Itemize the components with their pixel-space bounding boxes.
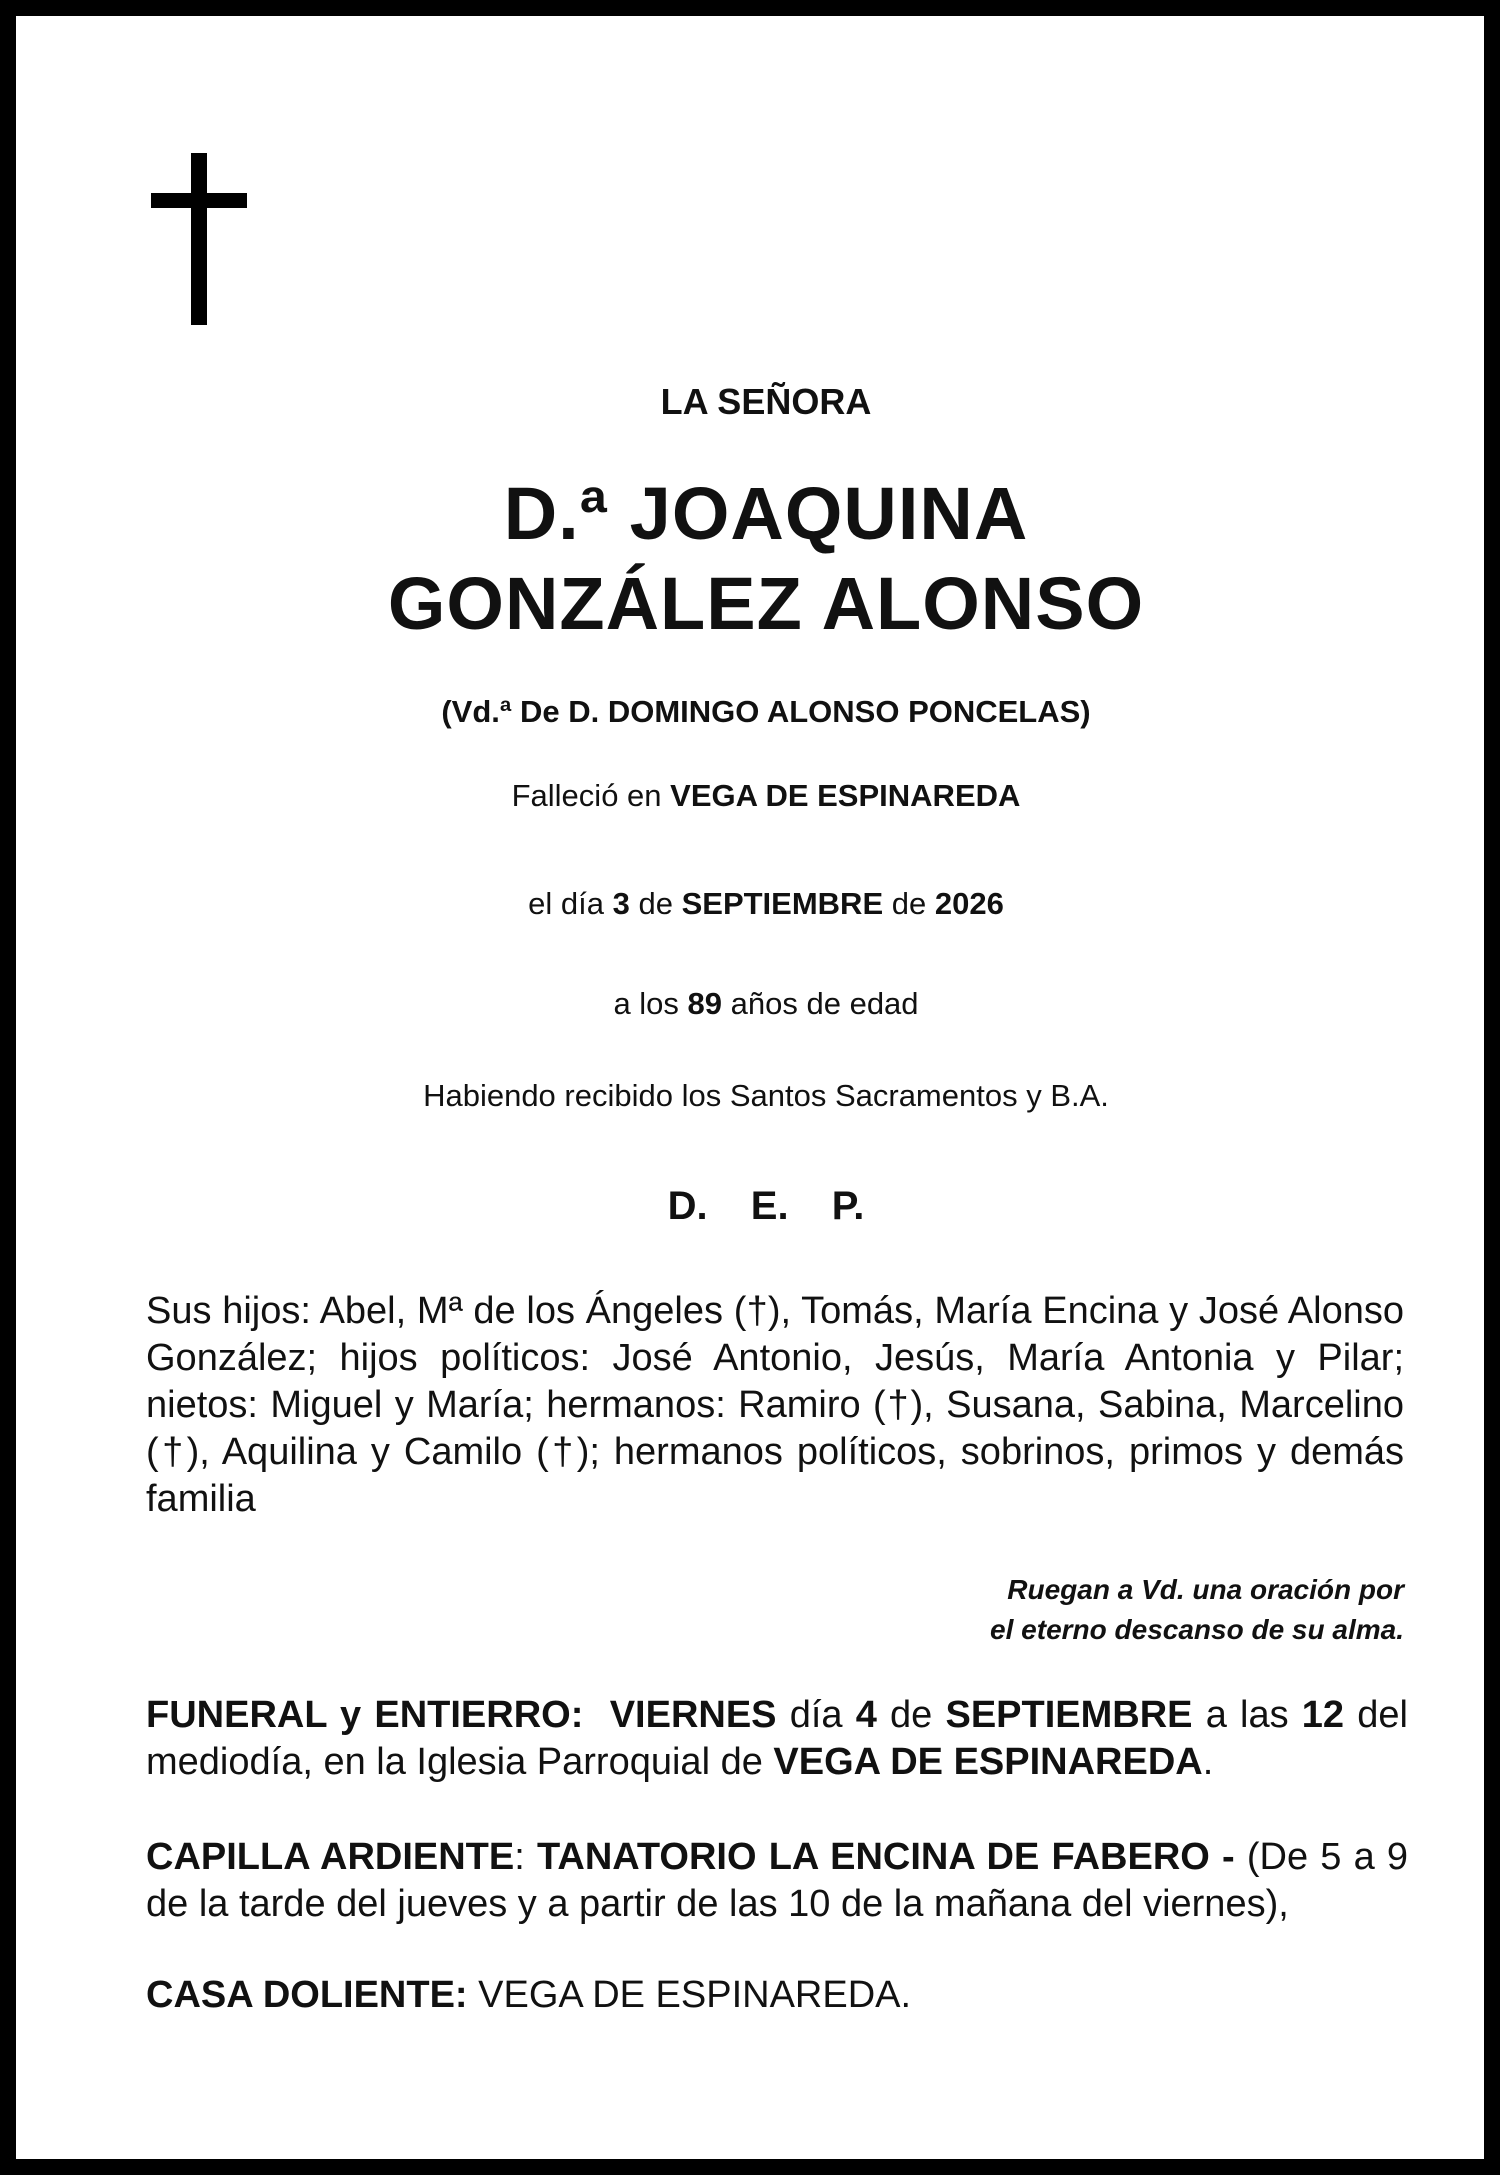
- death-place: VEGA DE ESPINAREDA: [670, 778, 1021, 813]
- dep-line: D. E. P.: [667, 1184, 865, 1228]
- chapel-place: TANATORIO LA ENCINA DE FABERO -: [536, 1836, 1235, 1878]
- age-value: 89: [687, 986, 723, 1021]
- death-month: SEPTIEMBRE: [681, 886, 884, 921]
- death-year: 2026: [934, 886, 1004, 921]
- death-date-line: el día 3 de SEPTIEMBRE de 2026: [528, 886, 1004, 921]
- death-day: 3: [612, 886, 630, 921]
- widow-of: (Vd.ª De D. DOMINGO ALONSO PONCELAS): [441, 694, 1091, 729]
- funeral-place: VEGA DE ESPINAREDA: [773, 1741, 1203, 1783]
- funeral-paragraph: FUNERAL y ENTIERRO: VIERNES día 4 de SEPTIEMBRE a las 12 del mediodía, en la Iglesia Parroquial de VEGA DE ESPINAREDA.: [146, 1694, 1408, 1783]
- house-label: CASA DOLIENTE:: [146, 1974, 468, 2016]
- funeral-label: FUNERAL y ENTIERRO:: [146, 1694, 584, 1736]
- prayer-request: [716, 1570, 1404, 1650]
- chapel-label: CAPILLA ARDIENTE: [146, 1836, 515, 1878]
- sacraments-line: Habiendo recibido los Santos Sacramentos y B.A.: [423, 1078, 1109, 1113]
- family-paragraph: Sus hijos: Abel, Mª de los Ángeles (†), Tomás, María Encina y José Alonso González; hijos políticos: José Antonio, Jesús, María Antonia y Pilar; nietos: Miguel y María; hermanos: Ramiro (†), Susana, Sabina, Marcelino (†), Aquilina y Camilo (†); hermanos políticos, sobrinos, primos y demás familia: [146, 1290, 1404, 1520]
- death-place-line: Falleció en VEGA DE ESPINAREDA: [511, 778, 1021, 813]
- house-of-mourning: CASA DOLIENTE: VEGA DE ESPINAREDA.: [146, 1974, 912, 2016]
- title-label: LA SEÑORA: [660, 381, 872, 422]
- latin-cross-icon: [151, 153, 247, 325]
- prayer-line2: el eterno descanso de su alma.: [990, 1614, 1404, 1645]
- chapel-paragraph: CAPILLA ARDIENTE: TANATORIO LA ENCINA DE FABERO - (De 5 a 9 de la tarde del jueves y a partir de las 10 de la mañana del viernes),: [146, 1836, 1409, 1925]
- prayer-line1: Ruegan a Vd. una oración por: [1007, 1574, 1404, 1605]
- age-line: a los 89 años de edad: [613, 986, 919, 1021]
- deceased-name-line2: GONZÁLEZ ALONSO: [387, 562, 1145, 645]
- deceased-name-line1: D.ª JOAQUINA: [503, 472, 1029, 555]
